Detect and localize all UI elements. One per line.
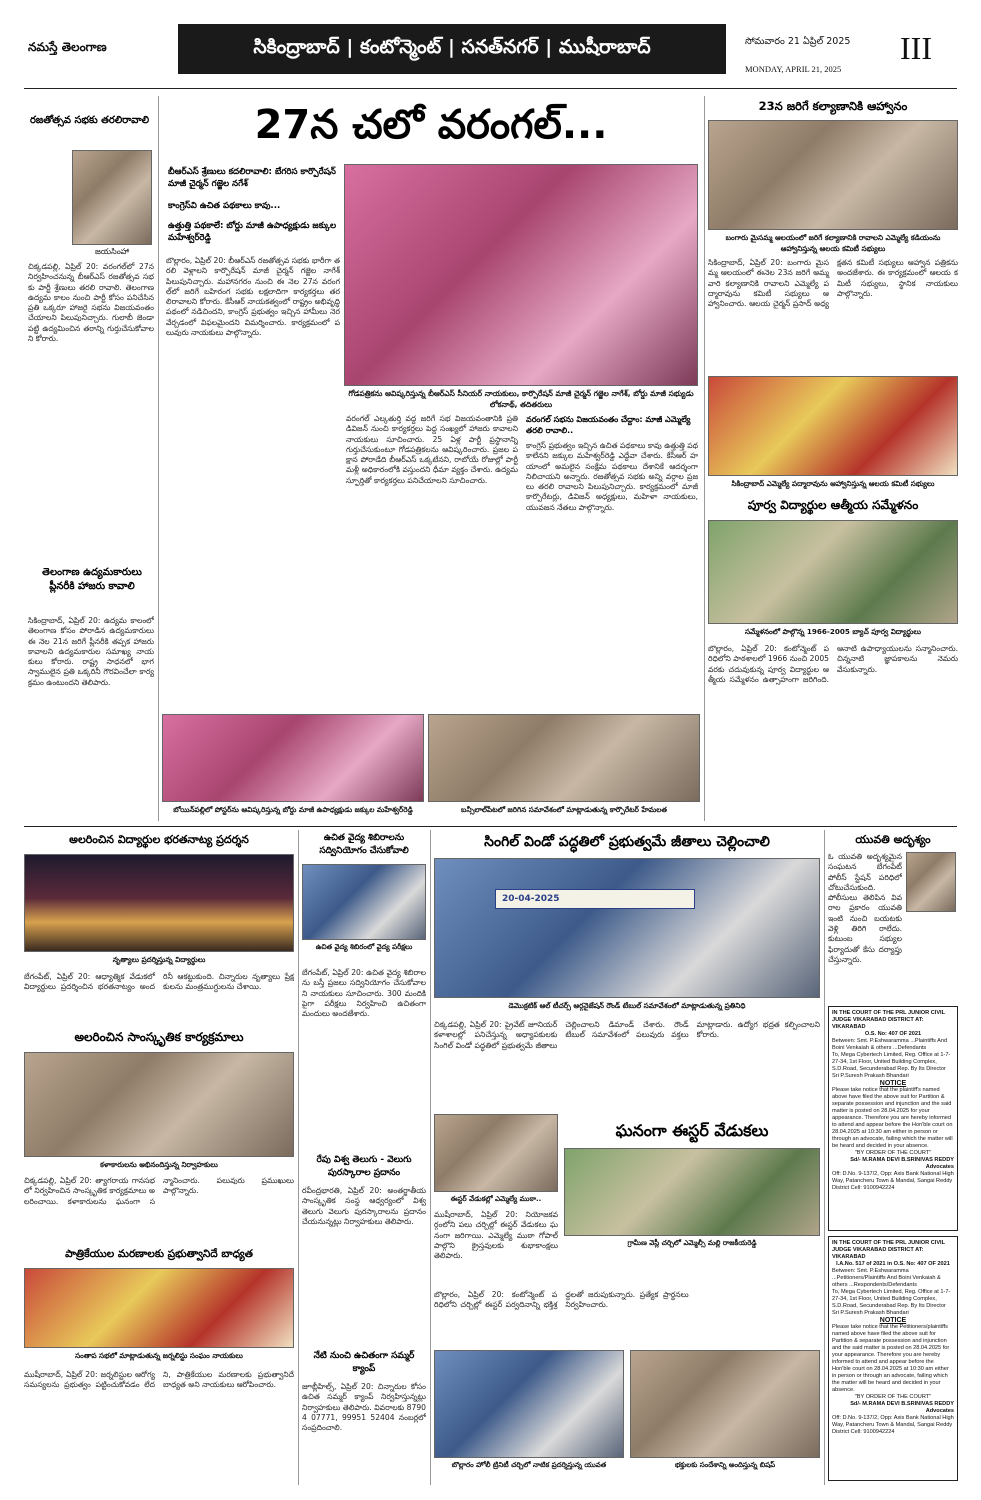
ml-photo-3-caption: సంతాప సభలో మాట్లాడుతున్న జర్నలిస్టు సంఘం నాయకులు: [75, 1351, 243, 1360]
lead-kicker-3: ఉత్తుత్తి పథకాలే: బోర్డు మాజీ ఉపాధ్యక్షుడు జక్కుల మహేశ్వర్‌రెడ్డి: [168, 221, 337, 243]
mr-photo-5: [630, 1350, 820, 1458]
notice2-title: NOTICE: [879, 1317, 907, 1324]
lead-subhead: వరంగల్ సభను విజయవంతం చేద్దాం: మాజీ ఎమ్మెల్యే తరలి రావాలి..: [526, 415, 691, 435]
lead-right-photo: [428, 714, 700, 802]
ml-photo-2: [24, 1052, 294, 1157]
places-banner: [178, 24, 726, 74]
ml-headline-1: అలరించిన విద్యార్థుల భరతనాట్య ప్రదర్శన: [69, 833, 249, 846]
fr-portrait-photo: [906, 852, 956, 912]
lead-right-photo-caption: బన్సీలాల్‌పేటలో జరిగిన సమావేశంలో మాట్లాడుతున్న కార్పొరేటర్ హేమలత: [461, 805, 667, 814]
right-body-2: బొల్లారం, ఏప్రిల్ 20: కంటోన్మెంట్ పరిధిలోని పాఠశాలలో 1966 నుంచి 2005 వరకు చదువుకున్న పూర్వ విద్యార్థుల ఆత్మీయ సమ్మేళనం ఉత్సాహంగా జరిగింది. ఆనాటి ఉపాధ్యాయులను సన్మానించారు. చిన్ననాటి జ్ఞాపకాలను నెమరు వేసుకున్నారు.: [708, 644, 958, 684]
mc-body-1: బేగంపేట్, ఏప్రిల్ 20: ఉచిత వైద్య శిబిరాలను బస్తీ ప్రజలు సద్వినియోగం చేసుకోవాలని నాయకులు సూచించారు. 300 మందికి పైగా పరీక్షలు నిర్వహించి ఉచితంగా మందులు అందజేశారు.: [302, 968, 426, 1019]
notice1-sign: Sd/- M.RAMA DEVI B.SRINIVAS REDDY Advocates: [850, 1157, 954, 1170]
masthead-rule: [24, 88, 957, 89]
notice2-sign: Sd/- M.RAMA DEVI B.SRINIVAS REDDY Advocates: [850, 1401, 954, 1414]
right-body-1: సికింద్రాబాద్, ఏప్రిల్ 20: బంగారు మైసమ్మ ఆలయంలో ఈనెల 23న జరిగే అమ్మవారి కల్యాణానికి రావాలని ఎమ్మెల్యే పద్మారావును కమిటీ సభ్యులు ఆహ్వానించారు. ఆలయ చైర్మన్ ప్రసాద్ అధ్యక్షతన కమిటీ సభ్యులు ఆహ్వాన పత్రికను అందజేశారు. ఈ కార్యక్రమంలో ఆలయ కమిటీ సభ్యులు, స్థానిక నాయకులు పాల్గొన్నారు.: [708, 258, 958, 309]
date-telugu: సోమవారం 21 ఏప్రిల్ 2025: [745, 36, 851, 47]
mr-photo-2-caption: ఈస్టర్ వేడుకల్లో ఎమ్మెల్యే ముఠా..: [450, 1195, 542, 1203]
middle-center-section: [302, 830, 426, 1485]
lead-main-photo-caption: గోడపత్రికను ఆవిష్కరిస్తున్న బీఆర్‌ఎస్ సీనియర్ నాయకులు, కార్పొరేషన్ మాజీ చైర్మన్ గజ్జెల నాగేశ్, బోర్డు మాజీ సభ్యుడు లోకనాథ్, తదితరులు: [348, 389, 694, 409]
notice2-court: IN THE COURT OF THE PRL JUNIOR CIVIL JUDGE VIKARABAD DISTRICT AT: VIKARABAD: [832, 1240, 945, 1260]
notice1-parties: Between: Smt. P.Eshwaramma ...Plaintiffs And Boini Venkaiah & others ...Defendants: [832, 1038, 948, 1051]
mr-photo-3-caption: గ్రామీణ వెస్లీ చర్చిలో ఎమ్మెల్సీ మల్లి రాజకీయరెడ్డి: [627, 1239, 757, 1247]
court-notice-1: [828, 1006, 958, 1231]
notice1-office: Off: D.No. 9-137/2, Opp: Axis Bank National High Way, Patancheru Town & Mandal, Sangai Reddy District Cell: 9100942224: [832, 1171, 954, 1191]
notice1-court: IN THE COURT OF THE PRL JUNIOR CIVIL JUDGE VIKARABAD DISTRICT AT: VIKARABAD: [832, 1010, 945, 1030]
mr-photo-1: [434, 858, 820, 998]
mr-photo-5-caption: భక్తులకు సందేశాన్ని అందిస్తున్న బిషప్: [674, 1461, 776, 1469]
mc-body-2: రవీంద్రభారతి, ఏప్రిల్ 20: అంతర్జాతీయ సాంస్కృతిక సంస్థ ఆధ్వర్యంలో విశ్వ తెలుగు వెలుగు పురస్కారాలను ప్రదానం చేయనున్నట్లు నిర్వాహకులు తెలిపారు.: [302, 1186, 426, 1226]
ml-body-2: చిక్కడపల్లి, ఏప్రిల్ 20: త్యాగరాయ గానసభలో నిర్వహించిన సాంస్కృతిక కార్యక్రమాలు అలరించాయి. కళాకారులను ఘనంగా సన్మానించారు. పలువురు ప్రముఖులు పాల్గొన్నారు.: [24, 1176, 294, 1206]
left-column: [24, 96, 154, 816]
right-photo-2-caption: సికింద్రాబాద్ ఎమ్మెల్యే పద్మారావును ఆహ్వానిస్తున్న ఆలయ కమిటీ సభ్యులు: [731, 479, 935, 488]
right-photo-3: [708, 520, 958, 624]
left-portrait-photo: [72, 150, 152, 245]
mc-photo-1-caption: ఉచిత వైద్య శిబిరంలో వైద్య పరీక్షలు: [315, 943, 413, 951]
ml-photo-2-caption: కళాకారులను అభినందిస్తున్న నిర్వాహకులు: [100, 1160, 218, 1169]
notice2-order: "BY ORDER OF THE COURT": [854, 1394, 932, 1400]
fr-headline: యువతి అదృశ్యం: [855, 833, 931, 846]
left-headline-1: రజతోత్సవ సభకు తరలిరావాలి: [30, 115, 150, 126]
ml-headline-2: అలరించిన సాంస్కృతిక కార్యక్రమాలు: [74, 1030, 244, 1044]
ml-body-1: బేగంపేట్, ఏప్రిల్ 20: ఆధ్యాత్మిక వేడుకలో విద్యార్థులు ప్రదర్శించిన భరతనాట్యం అందరినీ ఆకట్టుకుంది. చిన్నారుల నృత్యాలు ప్రేక్షకులను మంత్రముగ్ధులను చేశాయి.: [24, 972, 294, 992]
lead-main-photo: [344, 164, 698, 386]
notice2-case: I.A.No. 517 of 2021 in O.S. No: 407 OF 2021: [836, 1261, 950, 1267]
lead-body-col-3: కాంగ్రెస్ ప్రభుత్వం ఇచ్చిన ఉచిత పథకాలు కావు ఉత్తుత్తి పథకాలేనని జక్కుల మహేశ్వర్‌రెడ్డి ఎద్దేవా చేశారు. కేసీఆర్ హయాంలో అమలైన సంక్షేమ పథకాలు దేశానికే ఆదర్శంగా నిలిచాయని అన్నారు. రజతోత్సవ సభకు అన్ని వర్గాల ప్రజలు తరలి రావాలని పిలుపునిచ్చారు. కార్యక్రమంలో మాజీ కార్పొరేటర్లు, డివిజన్ అధ్యక్షులు, మహిళా నాయకులు, యువజన నేతలు పాల్గొన్నారు.: [526, 441, 698, 512]
lead-body-col-2: వరంగల్ ఎల్కతుర్తి వద్ద జరిగే సభ విజయవంతానికి ప్రతి డివిజన్ నుంచి కార్యకర్తలు పెద్ద సంఖ్యలో హాజరు కావాలని నాయకులు సూచించారు. 25 ఏళ్ల పార్టీ ప్రస్థానాన్ని గుర్తుచేసుకుంటూ గోడపత్రికలను ఆవిష్కరించారు. ప్రజల పక్షాన పోరాడేది బీఆర్‌ఎస్ ఒక్కటేనని, రాబోయే రోజుల్లో పార్టీ మళ్లీ అధికారంలోకి వస్తుందని ధీమా వ్యక్తం చేశారు. ఉద్యమ స్ఫూర్తితో కార్యకర్తలు పనిచేయాలని సూచించారు.: [346, 414, 518, 485]
court-notice-2: [828, 1236, 958, 1481]
mr-photo-1-banner: [495, 889, 695, 909]
mr-body-2: ముషీరాబాద్, ఏప్రిల్ 20: నియోజకవర్గంలోని పలు చర్చిల్లో ఈస్టర్ వేడుకలు ఘనంగా జరిగాయి. ఎమ్మెల్యే ముఠా గోపాల్ పాల్గొని క్రైస్తవులకు శుభాకాంక్షలు తెలిపారు.: [434, 1210, 558, 1261]
middle-left-section: [24, 830, 294, 1485]
mc-divider: [430, 830, 431, 1485]
far-right-section: [828, 830, 958, 1485]
brand-name: నమస్తే తెలంగాణ: [28, 40, 107, 54]
left-body-1: చిక్కడపల్లి, ఏప్రిల్ 20: వరంగల్‌లో 27న నిర్వహించనున్న బీఆర్‌ఎస్ రజతోత్సవ సభకు పార్టీ శ్రేణులు తరలి రావాలి. తెలంగాణ ఉద్యమ కాలం నుంచి పార్టీ కోసం పనిచేసిన ప్రతి ఒక్కరూ హాజరై సభను విజయవంతం చేయాలని పిలుపునిచ్చారు. గులాబీ జెండా పట్టి ఉద్యమించిన తరాన్ని గుర్తుచేసుకోవాలని కోరారు.: [28, 262, 154, 344]
mr-photo-4-caption: బొల్లారం హోలీ ట్రినిటీ చర్చిలో నాటిక ప్రదర్శిస్తున్న యువత: [451, 1461, 607, 1469]
lead-story: [162, 96, 700, 824]
mr-body-3: బొల్లారం, ఏప్రిల్ 20: కంటోన్మెంట్ పరిధిలోని చర్చిల్లో ఈస్టర్ పర్వదినాన్ని భక్తిశ్రద్ధలతో జరుపుకున్నారు. ప్రత్యేక ప్రార్థనలు నిర్వహించారు.: [434, 1290, 689, 1310]
notice1-case: O.S. No: 407 OF 2021: [864, 1031, 922, 1037]
notice2-office: Off: D.No. 9-137/2, Opp: Axis Bank National High Way, Patancheru Town & Mandal, Sangai Reddy District Cell: 9100942224: [832, 1415, 954, 1435]
lead-body-col-1: బొల్లారం, ఏప్రిల్ 20: బీఆర్‌ఎస్ రజతోత్సవ సభకు భారీగా తరలి వెళ్లాలని కార్పొరేషన్ మాజీ చైర్మన్ గజ్జెల నాగేశ్ పిలుపునిచ్చారు. మహానగరం నుంచి ఈ నెల 27న వరంగల్‌లో జరిగే బహిరంగ సభకు లక్షలాదిగా కార్యకర్తలు తరలిరావాలని కోరారు. కేసీఆర్ నాయకత్వంలో రాష్ట్రం అభివృద్ధి పథంలో నడిచిందని, కాంగ్రెస్ ప్రభుత్వం ఇచ్చిన హామీలు నెరవేర్చడంలో విఫలమైందని విమర్శించారు. కార్యక్రమంలో పలువురు నాయకులు పాల్గొన్నారు.: [166, 256, 340, 338]
page-number: III: [900, 30, 932, 66]
notice2-to: To, Mega Cybertech Limited, Reg. Office at 1-7-27-34, 1st Floor, United Building Complex, S.D.Road, Secunderabad Rep. By Its Director Sri P.Suresh Prakash Bhandari: [832, 1289, 951, 1316]
right-photo-1: [708, 120, 958, 230]
ml-body-3: ముషీరాబాద్, ఏప్రిల్ 20: జర్నలిస్టుల ఆరోగ్య సమస్యలను ప్రభుత్వం పట్టించుకోవడం లేదని, పాత్రికేయుల మరణాలకు ప్రభుత్వానిదే బాధ్యత అని నాయకులు ఆరోపించారు.: [24, 1370, 294, 1390]
ml-photo-1: [24, 854, 294, 952]
mr-photo-1-banner-date: 20-04-2025: [502, 894, 560, 904]
mr-body-1: చిక్కడపల్లి, ఏప్రిల్ 20: ప్రైవేట్ జూనియర్ కళాశాలల్లో పనిచేస్తున్న అధ్యాపకులకు సింగిల్ విండో పద్ధతిలో ప్రభుత్వమే జీతాలు చెల్లించాలని డిమాండ్ చేశారు. రౌండ్ టేబుల్ సమావేశంలో పలువురు వక్తలు మాట్లాడారు. ఉద్యోగ భద్రత కల్పించాలని కోరారు.: [434, 1020, 820, 1050]
lead-headline: 27న చలో వరంగల్...: [254, 102, 608, 148]
fold-rule: [24, 826, 957, 827]
places-text: సికింద్రాబాద్ | కంటోన్మెంట్ | సనత్‌నగర్ | ముషీరాబాద్: [253, 35, 651, 58]
middle-right-section: [434, 830, 820, 1485]
mr-headline-1: సింగిల్ విండో పద్ధతిలో ప్రభుత్వమే జీతాలు చెల్లించాలి: [484, 834, 770, 850]
notice1-to: To, Mega Cybertech Limited, Reg. Office at 1-7-27-34, 1st Floor, United Building Complex, S.D.Road, Secunderabad Rep. By Its Director Sri P.Suresh Prakash Bhandari: [832, 1052, 951, 1079]
masthead: [0, 0, 981, 92]
mr-photo-3: [564, 1148, 820, 1236]
left-column-divider: [158, 96, 159, 821]
right-photo-2: [708, 376, 958, 476]
ml-photo-1-caption: నృత్యాలు ప్రదర్శిస్తున్న విద్యార్థులు: [112, 955, 206, 964]
right-photo-1-caption: బంగారు మైసమ్మ ఆలయంలో జరిగే కల్యాణానికి రావాలని ఎమ్మెల్యే కడియంను ఆహ్వానిస్తున్న ఆలయ కమిటీ సభ్యులు: [725, 233, 941, 253]
mc-body-3: జూబ్లీహిల్స్, ఏప్రిల్ 20: చిన్నారుల కోసం ఉచిత సమ్మర్ క్యాంప్ నిర్వహిస్తున్నట్లు నిర్వాహకులు తెలిపారు. వివరాలకు 87904 07771, 99951 52404 నంబర్లలో సంప్రదించాలి.: [302, 1382, 426, 1433]
mc-photo-1: [302, 864, 426, 940]
mc-headline-3: నేటి నుంచి ఉచితంగా సమ్మర్ క్యాంప్: [313, 1351, 415, 1374]
date-english: MONDAY, APRIL 21, 2025: [745, 64, 842, 74]
ml-divider: [298, 830, 299, 1485]
lead-kicker-1: బీఆర్‌ఎస్ శ్రేణులు కదలిరావాలి: బేగరిస కార్పొరేషన్ మాజీ చైర్మన్ గజ్జెల నగేశ్: [168, 167, 336, 189]
ml-photo-3: [24, 1268, 294, 1348]
ml-headline-3: పాత్రికేయుల మరణాలకు ప్రభుత్వానిదే బాధ్యత: [65, 1248, 253, 1260]
notice1-text: Please take notice that the plaintiff's named above have filed the above suit for Partition & separate possession and injunction and the said matter is posted on 28.04.2025 for your appearance. Therefore you are hereby informed to attend and appear before the Hon'ble court on 28.04.2025 at 10:30 am either in person or through an advocate, failing which the matter will be heard and decided in your absence.: [832, 1087, 953, 1149]
mr-photo-1-caption: డెమొక్రటిక్ ఆల్ టీచర్స్ ఆర్గనైజేషన్ రౌండ్ టేబుల్ సమావేశంలో మాట్లాడుతున్న ప్రతినిధి: [508, 1001, 746, 1010]
notice1-order: "BY ORDER OF THE COURT": [854, 1150, 932, 1156]
right-photo-3-caption: సమ్మేళనంలో పాల్గొన్న 1966-2005 బ్యాచ్ పూర్వ విద్యార్థులు: [744, 627, 921, 636]
mc-headline-2: రేపు విశ్వ తెలుగు - వెలుగు పురస్కారాల ప్రదానం: [316, 1155, 412, 1178]
lead-divider: [704, 96, 705, 821]
lead-left-photo: [162, 714, 424, 802]
mr-divider: [824, 830, 825, 1485]
notice2-parties: Between: Smt. P.Eshwaramma ...Petitioners/Plaintiffs And Boini Venkaiah & others ...Respondents/Defendants: [832, 1268, 941, 1288]
right-column: [708, 96, 958, 824]
notice1-title: NOTICE: [879, 1080, 907, 1087]
right-headline-2: పూర్వ విద్యార్థుల ఆత్మీయ సమ్మేళనం: [747, 498, 919, 512]
lead-left-photo-caption: బోయిన్‌పల్లిలో పోస్టర్‌ను ఆవిష్కరిస్తున్న బోర్డు మాజీ ఉపాధ్యక్షుడు జక్కుల మహేశ్వర్‌రెడ్డి: [173, 805, 413, 814]
mr-photo-2: [434, 1114, 558, 1192]
mc-headline-1: ఉచిత వైద్య శిబిరాలను సద్వినియోగం చేసుకోవాలి: [319, 833, 409, 856]
mr-photo-4: [434, 1350, 624, 1458]
left-body-2: సికింద్రాబాద్, ఏప్రిల్ 20: ఉద్యమ కాలంలో తెలంగాణ కోసం పోరాడిన ఉద్యమకారులు ఈ నెల 21న జరిగే ప్లీనరీకి తప్పక హాజరు కావాలని ఉద్యమకారుల సమాఖ్య నాయకులు కోరారు. రాష్ట్ర సాధనలో భాగస్వాములైన ప్రతి ఒక్కరినీ గౌరవించేలా కార్యక్రమం ఉంటుందని తెలిపారు.: [28, 616, 154, 687]
fr-body: ఓ యువతి అదృశ్యమైన సంఘటన బేగంపేట్ పోలీస్ స్టేషన్ పరిధిలో చోటుచేసుకుంది. పోలీసులు తెలిపిన వివరాల ప్రకారం యువతి ఇంటి నుంచి బయటకు వెళ్లి తిరిగి రాలేదు. కుటుంబ సభ్యుల ఫిర్యాదుతో కేసు దర్యాప్తు చేస్తున్నారు.: [828, 852, 902, 964]
notice2-text: Please take notice that the Petitioners/plaintiffs named above have filed the above suit for Partition & separate possession and injunction and the said matter is posted on 28.04.2025 for your appearance. Therefore you are hereby informed to attend and appear before the Hon'ble court on 28.04.2025 at 10:30 am either in person or through an advocate, failing which the matter will be heard and decided in your absence.: [832, 1324, 950, 1393]
left-headline-2: తెలంగాణ ఉద్యమకారులు ప్లీనరీకి హాజరు కావాలి: [42, 567, 142, 592]
left-portrait-caption: జయసింహా: [94, 247, 130, 256]
mr-headline-2: ఘనంగా ఈస్టర్ వేడుకలు: [615, 1121, 769, 1140]
right-headline-1: 23న జరిగే కల్యాణానికి ఆహ్వానం: [758, 99, 908, 113]
lead-kicker-2: కాంగ్రెస్‌వి ఉచిత పథకాలు కావు...: [168, 201, 281, 211]
